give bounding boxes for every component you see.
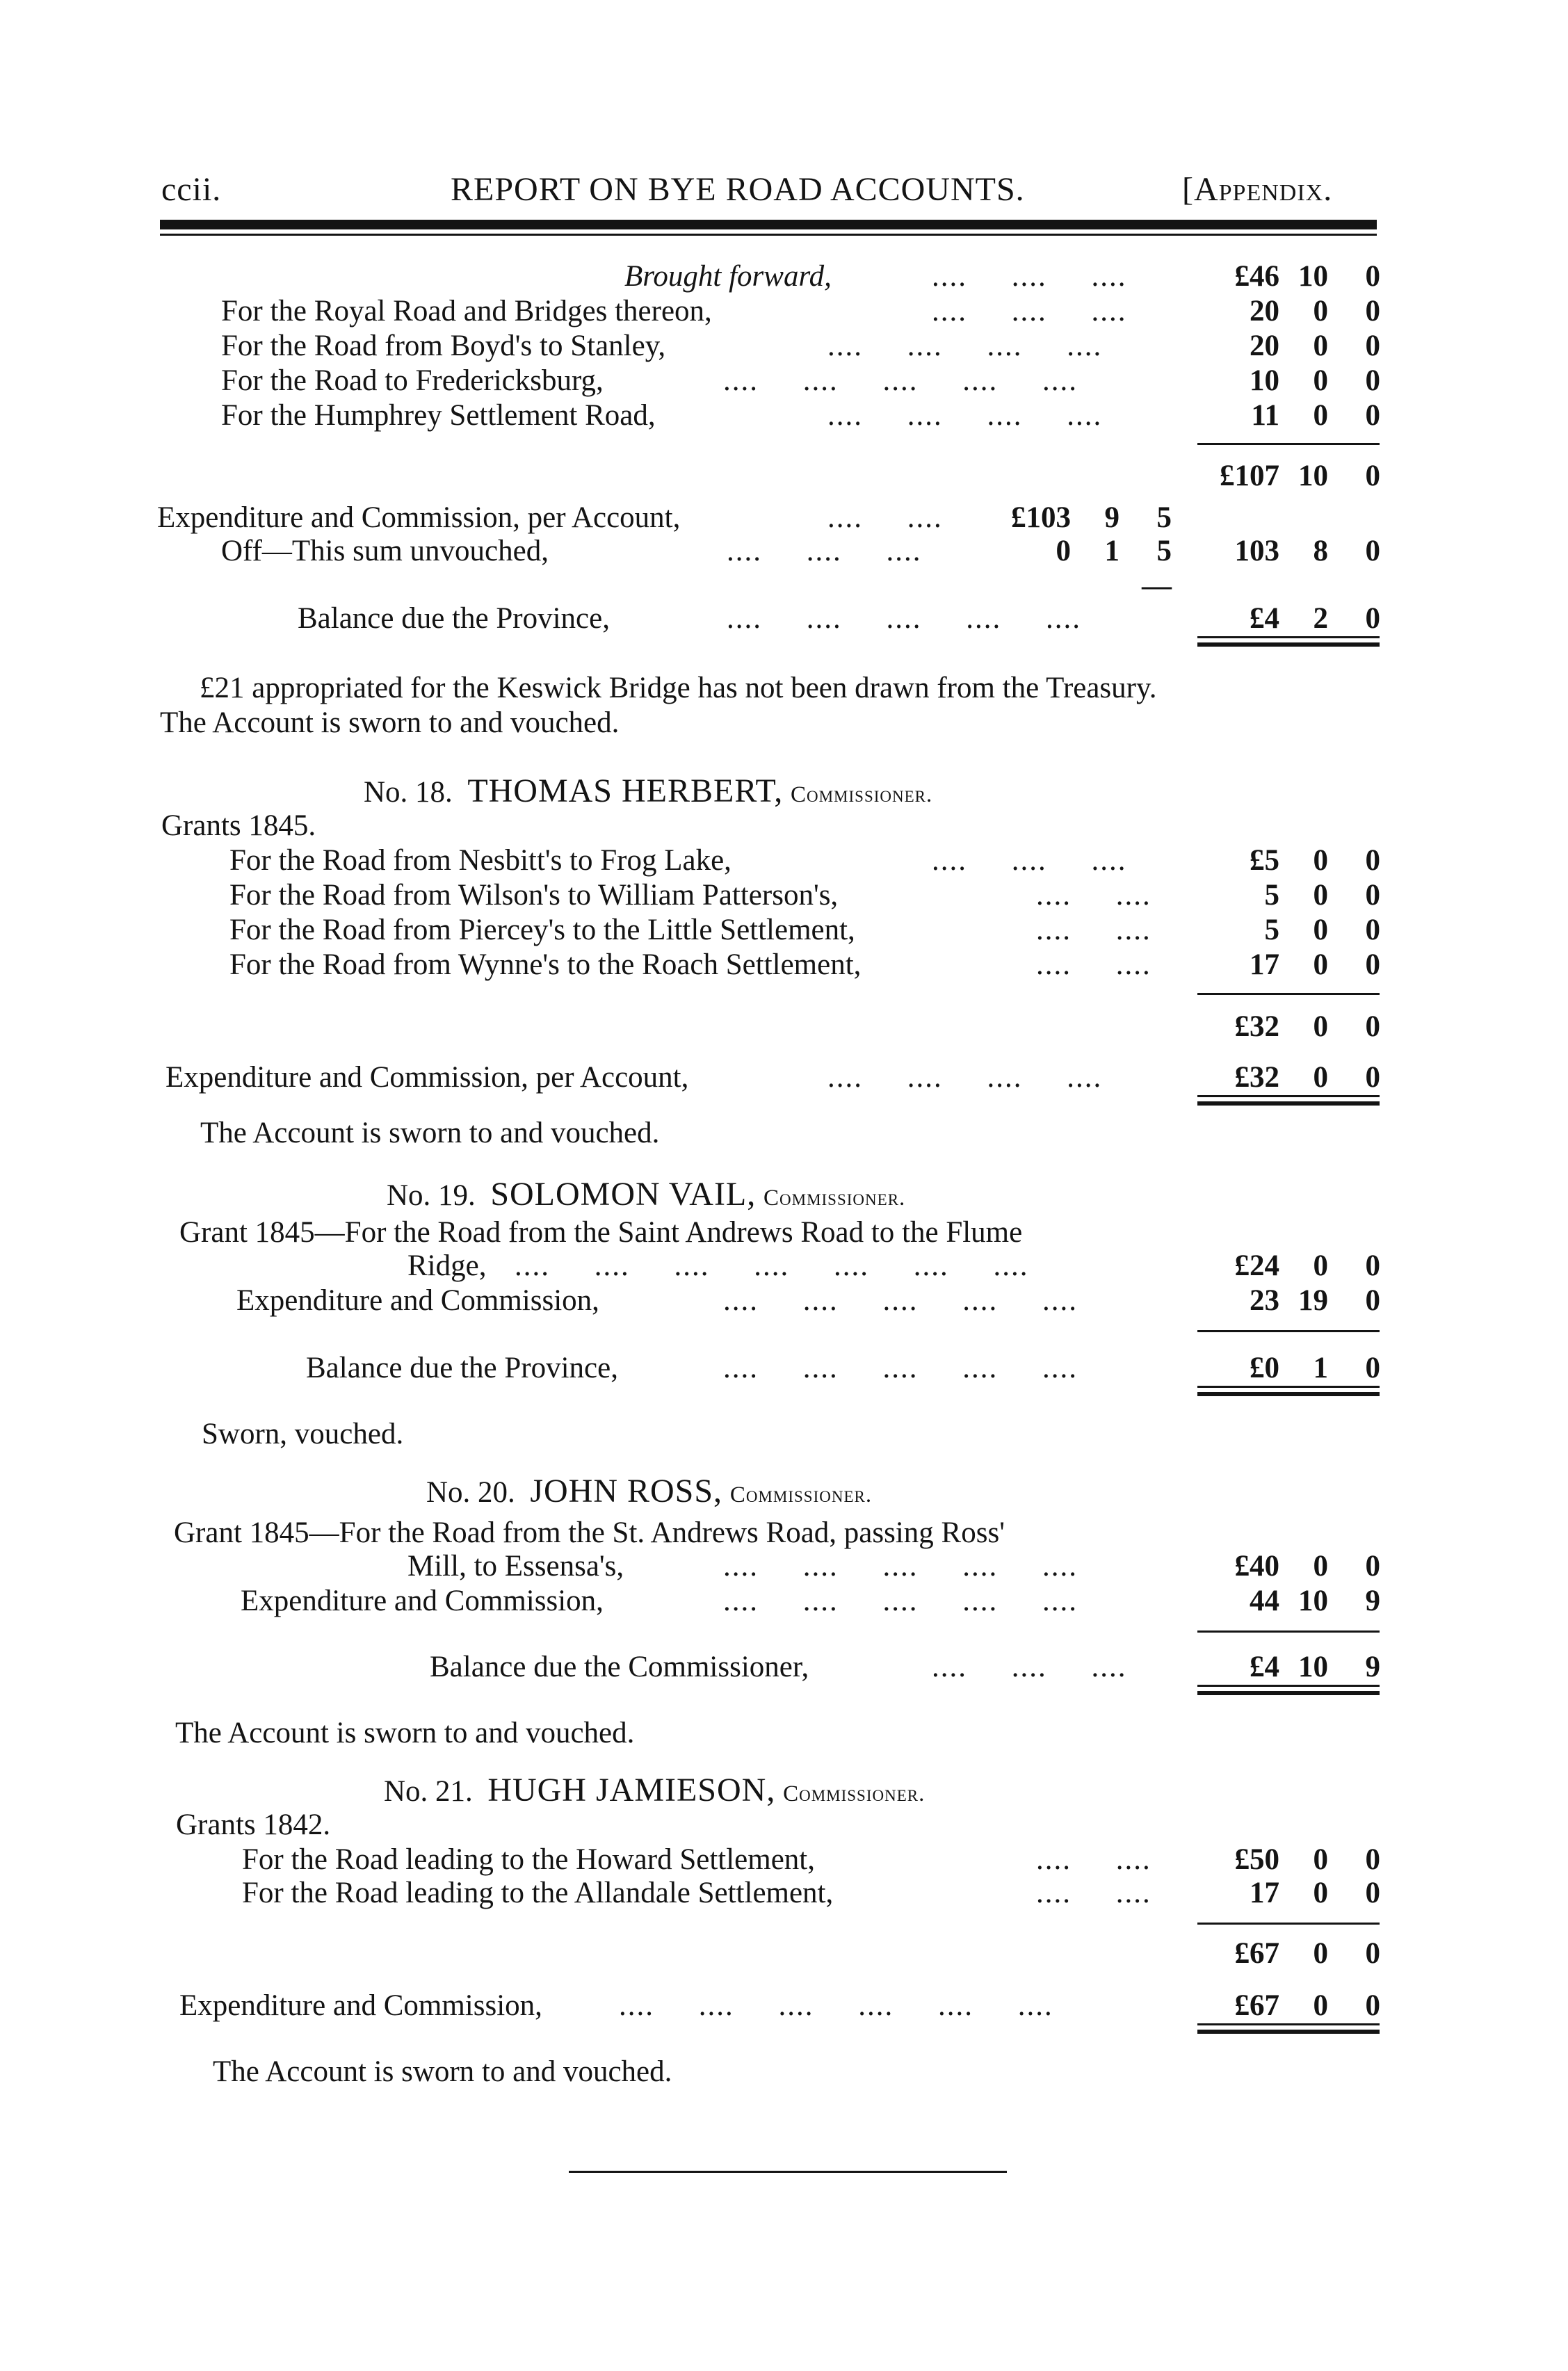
no18-total-amount: £32 0 0 bbox=[1234, 1010, 1380, 1043]
no21-total-amount: £67 0 0 bbox=[1234, 1937, 1380, 1970]
balance-amount: £0 1 0 bbox=[1250, 1352, 1380, 1384]
grant-line: For the Road leading to the Howard Settlement, bbox=[242, 1843, 815, 1876]
total-rule-bottom bbox=[1197, 1392, 1380, 1396]
commissioner-role: Commissioner. bbox=[763, 1186, 906, 1211]
grant-amount: £50 0 0 bbox=[1234, 1843, 1380, 1876]
unvouched-inner-amount: 0 1 5— bbox=[1056, 535, 1172, 602]
grant-line: For the Road from Wilson's to William Patterson's, bbox=[229, 879, 839, 912]
sworn-note: The Account is sworn to and vouched. bbox=[200, 1117, 660, 1149]
grants-year: Grants 1842. bbox=[176, 1808, 331, 1841]
commissioner-heading bbox=[387, 1177, 905, 1215]
total-rule-top bbox=[1197, 1386, 1380, 1388]
sworn-note: The Account is sworn to and vouched. bbox=[160, 706, 620, 739]
leader-dots: .... .... bbox=[1036, 914, 1151, 946]
expenditure-label: Expenditure and Commission, per Account, bbox=[165, 1061, 689, 1094]
total-rule-bottom bbox=[1197, 2030, 1380, 2034]
sworn-note: Sworn, vouched. bbox=[202, 1418, 404, 1450]
balance-amount: £4 10 9 bbox=[1250, 1651, 1380, 1683]
entry-number: No. 19. bbox=[387, 1179, 476, 1212]
grant-line-continued: Mill, to Essensa's, bbox=[407, 1550, 624, 1583]
sworn-note: The Account is sworn to and vouched. bbox=[213, 2055, 672, 2088]
balance-amount: £4 2 0 bbox=[1250, 602, 1380, 635]
expenditure-amount: 23 19 0 bbox=[1250, 1284, 1380, 1317]
leader-dots: .... .... .... .... .... bbox=[723, 1550, 1078, 1583]
grant-amount: £5 0 0 bbox=[1250, 844, 1380, 877]
grant-line: Grant 1845—For the Road from the St. Andrews Road, passing Ross' bbox=[174, 1516, 1005, 1549]
leader-dots: .... .... .... .... .... .... .... bbox=[515, 1249, 1029, 1282]
leader-dots: .... .... bbox=[1036, 948, 1151, 981]
entry-number: No. 20. bbox=[426, 1476, 515, 1509]
unvouched-amount: 103 8 0 bbox=[1234, 535, 1380, 567]
grant-amount: 20 0 0 bbox=[1250, 330, 1380, 362]
grant-amount: 11 0 0 bbox=[1251, 399, 1380, 432]
leader-dots: .... .... .... bbox=[727, 535, 922, 567]
commissioner-name: THOMAS HERBERT, bbox=[467, 772, 784, 809]
sum-rule bbox=[1197, 443, 1380, 445]
grant-line: For the Road from Nesbitt's to Frog Lake, bbox=[229, 844, 732, 877]
balance-label: Balance due the Province, bbox=[306, 1352, 618, 1384]
leader-dots: .... .... bbox=[1036, 1843, 1151, 1876]
commissioner-heading bbox=[384, 1773, 925, 1811]
leader-dots: .... .... .... .... .... bbox=[723, 364, 1078, 397]
sum-rule bbox=[1197, 1923, 1380, 1925]
brought-forward-amount: £46 10 0 bbox=[1234, 260, 1380, 293]
expenditure-amount: £32 0 0 bbox=[1234, 1061, 1380, 1094]
leader-dots: .... .... .... .... bbox=[827, 399, 1103, 432]
grant-amount: 10 0 0 bbox=[1250, 364, 1380, 397]
grant-line: For the Road to Fredericksburg, bbox=[221, 364, 604, 397]
commissioner-name: SOLOMON VAIL, bbox=[490, 1176, 757, 1213]
leader-dots: .... .... .... .... .... bbox=[723, 1585, 1078, 1617]
leader-dots: .... .... .... bbox=[932, 844, 1127, 877]
closing-rule bbox=[569, 2171, 1007, 2173]
leader-dots: .... .... bbox=[1036, 879, 1151, 912]
expenditure-label: Expenditure and Commission, per Account, bbox=[157, 501, 681, 534]
leader-dots: .... .... bbox=[827, 501, 943, 534]
expenditure-amount: 44 10 9 bbox=[1250, 1585, 1380, 1617]
commissioner-name: JOHN ROSS, bbox=[530, 1473, 723, 1510]
expenditure-label: Expenditure and Commission, bbox=[241, 1585, 604, 1617]
leader-dots: .... .... .... bbox=[932, 1651, 1127, 1683]
entry-number: No. 18. bbox=[364, 776, 453, 809]
leader-dots: .... .... .... .... .... bbox=[723, 1284, 1078, 1317]
grant-amount: £24 0 0 bbox=[1234, 1249, 1380, 1282]
grant-amount: 20 0 0 bbox=[1250, 295, 1380, 327]
grant-line: For the Humphrey Settlement Road, bbox=[221, 399, 656, 432]
total-rule-top bbox=[1197, 2023, 1380, 2025]
expenditure-amount: £67 0 0 bbox=[1234, 1989, 1380, 2022]
sum-rule bbox=[1197, 1330, 1380, 1332]
leader-dots: .... .... bbox=[1036, 1877, 1151, 1909]
entry-number: No. 21. bbox=[384, 1775, 473, 1808]
commissioner-heading bbox=[364, 774, 932, 812]
grant-line: For the Road from Wynne's to the Roach Settlement, bbox=[229, 948, 862, 981]
grant-line: For the Road from Boyd's to Stanley, bbox=[221, 330, 666, 362]
leader-dots: .... .... .... .... .... bbox=[723, 1352, 1078, 1384]
grant-amount: 17 0 0 bbox=[1250, 948, 1380, 981]
grant-line: For the Royal Road and Bridges thereon, bbox=[221, 295, 712, 327]
header-rule-thick bbox=[160, 220, 1377, 229]
expenditure-label: Expenditure and Commission, bbox=[179, 1989, 542, 2022]
balance-rule-top bbox=[1197, 636, 1380, 638]
header-rule-thin bbox=[160, 234, 1377, 236]
grant-line-continued: Ridge, bbox=[407, 1249, 487, 1282]
leader-dots: .... .... .... bbox=[932, 260, 1127, 293]
total-rule-bottom bbox=[1197, 1691, 1380, 1695]
commissioner-role: Commissioner. bbox=[783, 1781, 926, 1806]
grant-line: For the Road from Piercey's to the Little Settlement, bbox=[229, 914, 855, 946]
commissioner-name: HUGH JAMIESON, bbox=[487, 1772, 776, 1808]
leader-dots: .... .... .... .... .... .... bbox=[619, 1989, 1053, 2022]
sum-rule bbox=[1197, 1630, 1380, 1633]
leader-dots: .... .... .... .... bbox=[827, 330, 1103, 362]
sworn-note: The Account is sworn to and vouched. bbox=[175, 1717, 635, 1749]
total-rule-bottom bbox=[1197, 1101, 1380, 1106]
leader-dots: .... .... .... .... bbox=[827, 1061, 1103, 1094]
page-title: REPORT ON BYE ROAD ACCOUNTS. bbox=[451, 171, 1025, 208]
unvouched-label: Off—This sum unvouched, bbox=[221, 535, 549, 567]
balance-rule-bottom bbox=[1197, 642, 1380, 647]
grant-amount: 17 0 0 bbox=[1250, 1877, 1380, 1909]
brought-forward-label: Brought forward, bbox=[624, 260, 832, 293]
balance-label: Balance due the Commissioner, bbox=[430, 1651, 809, 1683]
grant-amount: £40 0 0 bbox=[1234, 1550, 1380, 1583]
commissioner-role: Commissioner. bbox=[790, 782, 933, 807]
grant-amount: 5 0 0 bbox=[1264, 879, 1380, 912]
total-rule-top bbox=[1197, 1685, 1380, 1687]
leader-dots: .... .... .... .... .... bbox=[727, 602, 1081, 635]
commissioner-role: Commissioner. bbox=[729, 1482, 873, 1507]
keswick-bridge-note: £21 appropriated for the Keswick Bridge has not been drawn from the Treasury. bbox=[200, 672, 1157, 704]
grant-amount: 5 0 0 bbox=[1264, 914, 1380, 946]
expenditure-label: Expenditure and Commission, bbox=[236, 1284, 599, 1317]
expenditure-inner-amount: £103 9 5 bbox=[1011, 501, 1172, 534]
appendix-label: [Appendix. bbox=[1182, 171, 1333, 208]
grant-line: For the Road leading to the Allandale Settlement, bbox=[242, 1877, 834, 1909]
grants-year: Grants 1845. bbox=[161, 809, 316, 842]
sum-rule bbox=[1197, 993, 1380, 995]
leader-dots: .... .... .... bbox=[932, 295, 1127, 327]
total-rule-top bbox=[1197, 1095, 1380, 1097]
page-number: ccii. bbox=[161, 171, 222, 208]
balance-label: Balance due the Province, bbox=[298, 602, 610, 635]
commissioner-heading bbox=[426, 1474, 872, 1512]
top-total-amount: £107 10 0 bbox=[1220, 460, 1380, 492]
grant-line: Grant 1845—For the Road from the Saint Andrews Road to the Flume bbox=[179, 1216, 1023, 1249]
